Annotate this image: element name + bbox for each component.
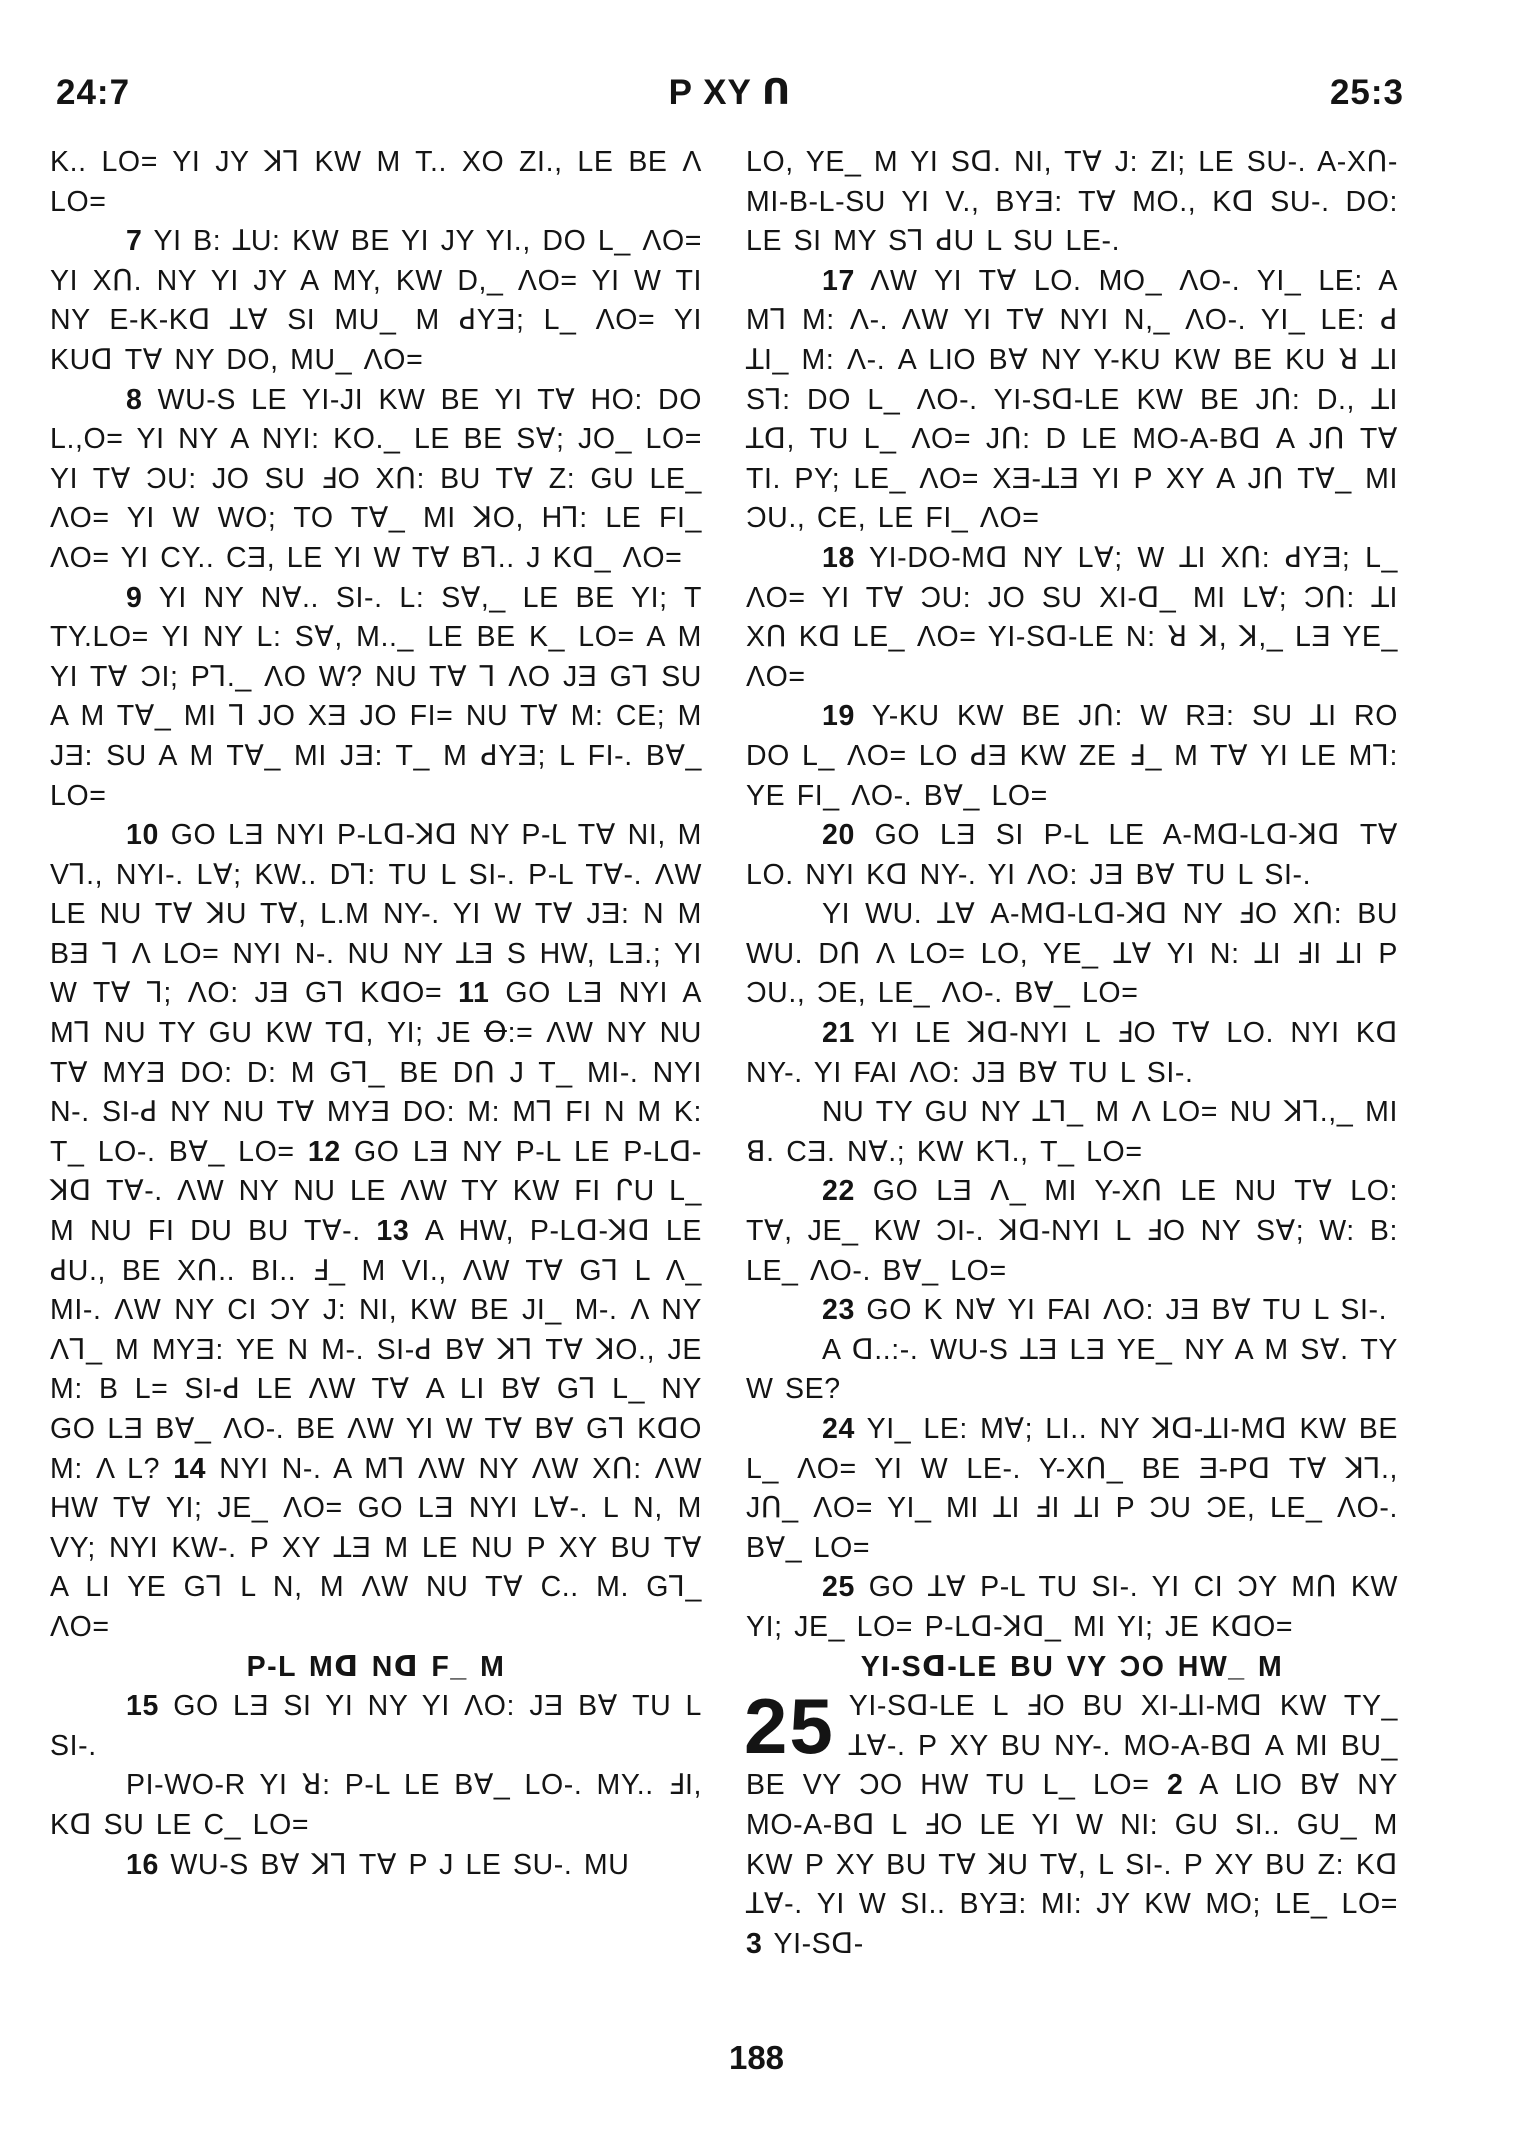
paragraph [746,1568,1398,1647]
verse-number: 11 [458,977,490,1010]
text-run: WU-S LE YI-JI KW BE YI Tꓯ HO: DO L.,O= YI NY A NYI: KO._ LE BE Sꓯ; JO_ LO= YI Tꓯ ƆU: JO SU ꓞO Xᑎ: BU Tꓯ Z: GU LE_ ΛO= YI W WO; TO Tꓯ_ MI ꓘO, Hꓶ: LE FI_ ΛO= YI CY.. CƎ, LE YI W Tꓯ Bꓶ.. J Kꓷ_ ΛO= [50,383,702,574]
text-run: PI-WO-R YI ꓤ: P-L LE Bꓯ_ LO-. MY.. ꓞI, Kꓷ SU LE C_ LO= [50,1769,702,1841]
paragraph [746,143,1398,262]
paragraph [746,1093,1398,1172]
text-run: A HW, P-Lꓷ-ꓘꓷ LE ꓒU., BE Xᑎ.. BI.. ꓞ_ M VI., ΛW Tꓯ Gꓶ L Λ_ MI-. ΛW NY CI ƆY J: NI, KW BE JI_ M-. Λ NY Λꓶ_ M MYƎ: YE N M-. SI-ꓒ Bꓯ ꓘꓶ Tꓯ ꓘO., JE M: B L= SI-ꓒ LE ΛW Tꓯ A LI Bꓯ Gꓶ L_ NY GO LƎ Bꓯ_ ΛO-. BE ΛW YI W Tꓯ Bꓯ Gꓶ KꓷO M: Λ L? [50,1215,702,1485]
verse-number: 10 [126,819,159,852]
text-run: YI NY Nꓯ.. SI-. L: Sꓯ,_ LE BE YI; T TY.LO= YI NY L: Sꓯ, M.._ LE BE K_ LO= A M YI Tꓯ ƆI; Pꓶ._ ΛO W? NU Tꓯ ꓶ ΛO JƎ Gꓶ SU A M Tꓯ_ MI ꓶ JO XƎ JO FI= NU Tꓯ M: CE; M JƎ: SU A M Tꓯ_ MI JƎ: T_ M ꓒYƎ; L FI-. Bꓯ_ LO= [50,581,702,812]
text-run: GO LƎ Λ_ MI Y-Xᑎ LE NU Tꓯ LO: Tꓯ, JE_ KW ƆI-. ꓘꓷ-NYI L ꓞO NY Sꓯ; W: B: LE_ ΛO-. Bꓯ_ LO= [746,1175,1398,1287]
text-run: YI_ LE: Mꓯ; LI.. NY ꓘꓷ-ꓕI-Mꓷ KW BE L_ ΛO= YI W LE-. Y-Xᑎ_ BE Ǝ-Pꓷ Tꓯ ꓘꓶ., Jᑎ_ ΛO= YI_ MI ꓕI ꓞI ꓕI P ƆU ƆE, LE_ ΛO-. Bꓯ_ LO= [746,1413,1398,1564]
paragraph [746,697,1398,816]
verse-number: 22 [822,1175,855,1208]
paragraph [746,1291,1398,1331]
text-run: A ꓷ..:-. WU-S ꓕƎ LƎ YE_ NY A M Sꓯ. TY W SE? [746,1333,1398,1406]
chapter-number: 25 [744,1682,835,1771]
text-run: YI B: ꓕU: KW BE YI JY YI., DO L_ ΛO= YI Xᑎ. NY YI JY A MY, KW D,_ ΛO= YI W TI NY E-K-Kꓷ ꓕꓯ SI MU_ M ꓒYƎ; L_ ΛO= YI KUꓷ Tꓯ NY DO, MU_ ΛO= [50,225,702,376]
text-run: GO LƎ SI P-L LE A-Mꓷ-Lꓷ-ꓘꓷ Tꓯ LO. NYI Kꓷ NY-. YI ΛO: JƎ Bꓯ TU L SI-. [746,819,1398,891]
paragraph [746,1172,1398,1291]
section-heading: P-L Mꓷ Nꓷ F_ M [246,1650,506,1683]
verse-number: 25 [822,1571,855,1604]
paragraph [746,895,1398,1014]
chapter-verse-end: 25:3 [1329,73,1404,112]
verse-number: 23 [822,1294,855,1327]
page-number: 188 [728,2039,785,2076]
text-run: NYI N-. A Mꓶ ΛW NY ΛW Xᑎ: ΛW HW Tꓯ YI; JE_ ΛO= GO LƎ NYI Lꓯ-. L N, M VY; NYI KW-. P XY ꓕƎ M LE NU P XY BU Tꓯ A LI YE Gꓶ L N, M ΛW NU Tꓯ C.. M. Gꓶ_ ΛO= [50,1452,702,1643]
text-run: ΛW YI Tꓯ LO. MO_ ΛO-. YI_ LE: A Mꓶ M: Λ-. ΛW YI Tꓯ NYI N,_ ΛO-. YI_ LE: ꓒ ꓕI_ M: Λ-. A LIO Bꓯ NY Y-KU KW BE KU ꓤ ꓕI Sꓶ: DO L_ ΛO-. YI-Sꓷ-LE KW BE Jᑎ: D., ꓕI ꓕꓷ, TU L_ ΛO= Jᑎ: D LE MO-A-Bꓷ A Jᑎ Tꓯ TI. PY; LE_ ΛO= XƎ-ꓕƎ YI P XY A Jᑎ Tꓯ_ MI ƆU., CE, LE FI_ ΛO= [746,264,1398,535]
text-run: YI LE ꓘꓷ-NYI L ꓞO Tꓯ LO. NYI Kꓷ NY-. YI FAI ΛO: JƎ Bꓯ TU L SI-. [746,1017,1398,1089]
paragraph [50,579,702,817]
book-title: P XY ᑎ [668,73,792,112]
running-head [56,68,1404,118]
paragraph [746,262,1398,539]
text-run: NU TY GU NY ꓕꓶ_ M Λ LO= NU ꓘꓶ.,_ MI ꓭ. CƎ. Nꓯ.; KW Kꓶ., T_ LO= [746,1096,1398,1168]
text-run: Y-KU KW BE Jᑎ: W RƎ: SU ꓕI RO DO L_ ΛO= LO ꓒƎ KW ZE ꓞ_ M Tꓯ YI LE Mꓶ: YE FI_ ΛO-. Bꓯ_ LO= [746,700,1398,812]
verse-number: 24 [822,1413,855,1445]
text-run: LO, YE_ M YI Sꓷ. NI, Tꓯ J: ZI; LE SU-. A-Xᑎ-MI-B-L-SU YI V., BYƎ: Tꓯ MO., Kꓷ SU-. DO: LE SI MY Sꓶ ꓒU L SU LE-. [746,146,1398,258]
text-run: WU-S Bꓯ ꓘꓶ Tꓯ P J LE SU-. MU [158,1848,630,1881]
text-run: GO K Nꓯ YI FAI ΛO: JƎ Bꓯ TU L SI-. [854,1294,1388,1327]
verse-number: 8 [126,383,143,416]
verse-number: 20 [822,819,855,852]
paragraph [50,381,702,579]
verse-number: 9 [126,581,143,614]
paragraph [746,1331,1398,1410]
text-run: GO LƎ NYI A Mꓶ NU TY GU KW Tꓷ, YI; JE Ꝋ:= ΛW NY NU Tꓯ MYƎ DO: D: M Gꓶ_ BE Dᑎ J T_ MI-. NYI N-. SI-ꓒ NY NU Tꓯ MYƎ DO: M: Mꓶ FI N M K: T_ LO-. Bꓯ_ LO= [50,977,702,1168]
text-run: YI-Sꓷ- [762,1927,864,1960]
verse-number: 3 [746,1927,763,1960]
chapter-verse-start: 24:7 [56,73,131,112]
paragraph [50,816,702,1647]
verse-number: 21 [822,1017,855,1050]
chapter-paragraph [744,1682,1398,1964]
right-column [746,143,1398,1964]
paragraph [50,1846,702,1886]
paragraph [746,539,1398,697]
verse-number: 17 [822,264,855,297]
text-run: GO LƎ NYI P-Lꓷ-ꓘꓷ NY P-L Tꓯ NI, M Vꓶ., NYI-. Lꓯ; KW.. Dꓶ: TU L SI-. P-L Tꓯ-. ΛW LE NU Tꓯ ꓘU Tꓯ, L.M NY-. YI W Tꓯ JƎ: N M BƎ ꓶ Λ LO= NYI N-. NU NY ꓕƎ S HW, LƎ.; YI W Tꓯ ꓶ; ΛO: JƎ Gꓶ KꓷO= [50,819,702,1010]
paragraph [50,1687,702,1766]
verse-number: 15 [126,1690,159,1723]
paragraph [50,143,702,222]
paragraph [746,816,1398,895]
text-run: YI-Sꓷ-LE L ꓞO BU XI-ꓕI-Mꓷ KW TY_ ꓕꓯ-. P XY BU NY-. MO-A-Bꓷ A MI BU_ BE VY ƆO HW TU L_ LO= [746,1690,1398,1802]
left-column [50,143,702,1885]
verse-number: 13 [376,1215,410,1248]
verse-number: 18 [822,541,855,574]
verse-number: 12 [307,1135,341,1168]
paragraph [50,1766,702,1845]
section-heading: YI-Sꓷ-LE BU VY ƆO HW_ M [860,1650,1284,1683]
verse-number: 7 [126,225,143,258]
verse-number: 16 [126,1848,159,1881]
paragraph [746,1014,1398,1093]
paragraph [50,222,702,380]
text-run: GO ꓕꓯ P-L TU SI-. YI CI ƆY Mᑎ KW YI; JE_ LO= P-Lꓷ-ꓘꓷ_ MI YI; JE KꓷO= [746,1571,1398,1643]
verse-number: 2 [1166,1769,1184,1802]
text-run: YI WU. ꓕꓯ A-Mꓷ-Lꓷ-ꓘꓷ NY ꓞO Xᑎ: BU WU. Dᑎ Λ LO= LO, YE_ ꓕꓯ YI N: ꓕI ꓞI ꓕI P ƆU., ƆE, LE_ ΛO-. Bꓯ_ LO= [746,898,1398,1010]
text-run: A LIO Bꓯ NY MO-A-Bꓷ L ꓞO LE YI W NI: GU SI.. GU_ M KW P XY BU Tꓯ ꓘU Tꓯ, L SI-. P XY BU Z: Kꓷ ꓕꓯ-. YI W SI.. BYƎ: MI: JY KW MO; LE_ LO= [746,1769,1398,1921]
paragraph [746,1410,1398,1568]
text-run: GO LƎ SI YI NY YI ΛO: JƎ Bꓯ TU L SI-. [50,1690,702,1762]
text-run: YI-DO-Mꓷ NY Lꓯ; W ꓕI Xᑎ: ꓒYƎ; L_ ΛO= YI Tꓯ ƆU: JO SU XI-ꓷ_ MI Lꓯ; Ɔᑎ: ꓕI Xᑎ Kꓷ LE_ ΛO= YI-Sꓷ-LE N: ꓤ ꓘ, ꓘ,_ LƎ YE_ ΛO= [746,541,1398,693]
text-run: GO LƎ NY P-L LE P-Lꓷ-ꓘꓷ Tꓯ-. ΛW NY NU LE ΛW TY KW FI ᒋU L_ M NU FI DU BU Tꓯ-. [50,1135,702,1248]
verse-number: 19 [822,700,855,733]
text-run: K.. LO= YI JY ꓘꓶ KW M T.. XO ZI., LE BE Λ LO= [50,146,702,218]
verse-number: 14 [173,1452,207,1485]
